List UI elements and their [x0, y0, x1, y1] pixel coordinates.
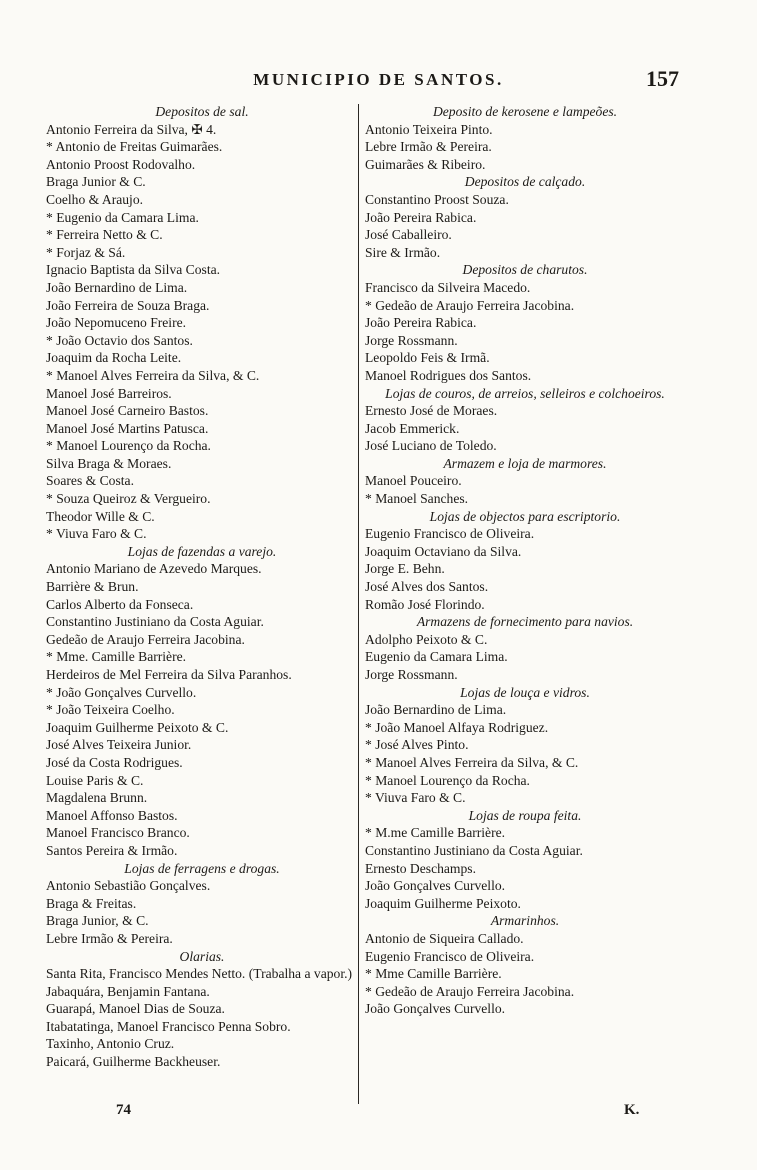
directory-entry: Manoel Francisco Branco. [46, 825, 190, 841]
column-divider [358, 104, 359, 1104]
directory-entry: Louise Paris & C. [46, 772, 144, 788]
directory-section [365, 173, 685, 261]
directory-entry: Barrière & Brun. [46, 579, 139, 595]
page-header [0, 68, 757, 98]
directory-entry: * Viuva Faro & C. [46, 526, 147, 542]
directory-entry: Manoel Affonso Bastos. [46, 807, 178, 823]
directory-entry: Theodor Wille & C. [46, 508, 155, 524]
directory-entry: Soares & Costa. [46, 473, 134, 489]
directory-entry: Santa Rita, Francisco Mendes Netto. (Trabalha a vapor.) [46, 966, 353, 982]
page-number: 157 [646, 66, 679, 91]
directory-section [365, 684, 685, 807]
directory-section [46, 543, 358, 860]
directory-entry: Antonio Proost Rodovalho. [46, 156, 196, 172]
section-heading: Deposito de kerosene e lampeões. [432, 104, 618, 119]
directory-entry: José Alves Teixeira Junior. [46, 737, 192, 753]
directory-section [46, 948, 358, 1071]
directory-entry: João Bernardino de Lima. [365, 702, 507, 718]
section-heading: Armazens de fornecimento para navios. [416, 614, 634, 630]
left-column [46, 103, 358, 1071]
right-column [365, 103, 685, 1018]
directory-entry: * Manoel Lourenço da Rocha. [365, 772, 530, 788]
directory-entry: Francisco da Silveira Macedo. [365, 279, 531, 295]
directory-entry: Antonio Mariano de Azevedo Marques. [46, 561, 262, 577]
directory-entry: Coelho & Araujo. [46, 191, 144, 207]
directory-entry: Jacob Emmerick. [365, 420, 460, 436]
page-title: MUNICIPIO DE SANTOS. [253, 70, 504, 89]
directory-entry: João Pereira Rabica. [365, 315, 477, 331]
directory-entry: * João Octavio dos Santos. [46, 332, 193, 348]
directory-entry: João Pereira Rabica. [365, 209, 477, 225]
directory-entry: Magdalena Brunn. [46, 790, 148, 806]
directory-entry: * Manoel Sanches. [365, 491, 469, 507]
signature-mark: 74 [116, 1102, 131, 1118]
directory-entry: * Ferreira Netto & C. [46, 227, 163, 243]
directory-entry: Constantino Proost Souza. [365, 191, 509, 207]
directory-entry: * José Alves Pinto. [365, 737, 469, 753]
directory-entry: Gedeão de Araujo Ferreira Jacobina. [46, 631, 245, 647]
directory-entry: Taxinho, Antonio Cruz. [46, 1036, 175, 1052]
directory-entry: * João Manoel Alfaya Rodriguez. [365, 719, 549, 735]
directory-entry: Braga Junior & C. [46, 174, 146, 190]
directory-entry: Adolpho Peixoto & C. [365, 631, 488, 647]
directory-entry: Manoel José Carneiro Bastos. [46, 403, 209, 419]
section-heading: Lojas de louça e vidros. [460, 684, 590, 700]
directory-section [365, 385, 685, 455]
directory-entry: Manoel José Barreiros. [46, 385, 172, 401]
section-heading: Lojas de roupa feita. [468, 807, 582, 823]
directory-entry: * Mme. Camille Barrière. [46, 649, 187, 665]
directory-entry: Leopoldo Feis & Irmã. [365, 350, 490, 366]
directory-section [365, 508, 685, 614]
directory-entry: Itabatatinga, Manoel Francisco Penna Sobro. [46, 1018, 291, 1034]
directory-entry: João Gonçalves Curvello. [365, 878, 506, 894]
directory-entry: * Gedeão de Araujo Ferreira Jacobina. [365, 983, 575, 999]
directory-entry: Guarapá, Manoel Dias de Souza. [46, 1001, 225, 1017]
directory-entry: Herdeiros de Mel Ferreira da Silva Paranhos. [46, 667, 292, 682]
directory-entry: Guimarães & Ribeiro. [365, 156, 486, 172]
directory-entry: Jorge E. Behn. [365, 561, 445, 577]
section-heading: Depositos de calçado. [464, 174, 586, 190]
directory-entry: * Manoel Alves Ferreira da Silva, & C. [46, 367, 260, 383]
directory-entry: Manoel Rodrigues dos Santos. [365, 367, 532, 383]
directory-entry: Eugenio da Camara Lima. [365, 649, 508, 665]
directory-entry: Manoel José Martins Patusca. [46, 420, 209, 436]
directory-entry: * Viuva Faro & C. [365, 790, 466, 806]
directory-entry: * João Teixeira Coelho. [46, 702, 175, 718]
directory-entry: Jorge Rossmann. [365, 332, 458, 348]
directory-entry: Sire & Irmão. [365, 244, 441, 260]
directory-entry: Eugenio Francisco de Oliveira. [365, 948, 535, 964]
directory-entry: Manoel Pouceiro. [365, 473, 462, 489]
directory-entry: Jorge Rossmann. [365, 667, 458, 682]
directory-entry: Romão José Florindo. [365, 596, 485, 612]
directory-entry: * Manoel Lourenço da Rocha. [46, 438, 211, 454]
directory-section [46, 103, 358, 543]
directory-entry: Antonio Ferreira da Silva, ✠ 4. [46, 121, 217, 137]
directory-entry: Braga Junior, & C. [46, 913, 149, 929]
directory-entry: * Eugenio da Camara Lima. [46, 209, 199, 225]
directory-entry: * M.me Camille Barrière. [365, 825, 506, 841]
directory-section [365, 912, 685, 1018]
directory-section [365, 455, 685, 508]
directory-entry: Ignacio Baptista da Silva Costa. [46, 262, 221, 278]
directory-entry: Joaquim Guilherme Peixoto & C. [46, 719, 229, 735]
directory-entry: * Gedeão de Araujo Ferreira Jacobina. [365, 297, 575, 313]
directory-entry: José da Costa Rodrigues. [46, 754, 183, 770]
directory-entry: Eugenio Francisco de Oliveira. [365, 526, 535, 542]
directory-entry: Braga & Freitas. [46, 895, 137, 911]
directory-entry: João Bernardino de Lima. [46, 279, 188, 295]
directory-section [365, 261, 685, 384]
directory-entry: Antonio Teixeira Pinto. [365, 121, 493, 137]
directory-entry: Ernesto José de Moraes. [365, 403, 498, 419]
directory-entry: Antonio de Siqueira Callado. [365, 930, 524, 946]
section-heading: Depositos de sal. [155, 104, 249, 119]
directory-entry: Carlos Alberto da Fonseca. [46, 596, 194, 612]
directory-entry: Joaquim da Rocha Leite. [46, 350, 182, 366]
directory-entry: Lebre Irmão & Pereira. [365, 139, 492, 155]
directory-entry: Antonio Sebastião Gonçalves. [46, 878, 211, 894]
directory-entry: José Alves dos Santos. [365, 579, 489, 595]
directory-entry: Constantino Justiniano da Costa Aguiar. [365, 842, 583, 858]
directory-entry: José Caballeiro. [365, 227, 452, 243]
directory-entry: João Gonçalves Curvello. [365, 1001, 506, 1017]
directory-section [46, 860, 358, 948]
directory-section [365, 807, 685, 913]
directory-entry: Paicará, Guilherme Backheuser. [46, 1054, 221, 1070]
section-heading: Olarias. [179, 948, 225, 964]
directory-section [365, 613, 685, 683]
directory-entry: Lebre Irmão & Pereira. [46, 930, 173, 946]
directory-entry: João Nepomuceno Freire. [46, 315, 187, 331]
gathering-mark: K. [624, 1102, 640, 1118]
directory-entry: José Luciano de Toledo. [365, 438, 497, 454]
directory-entry: * Souza Queiroz & Vergueiro. [46, 491, 211, 507]
directory-entry: Ernesto Deschamps. [365, 860, 476, 876]
section-heading: Armarinhos. [490, 913, 560, 929]
directory-entry: * Forjaz & Sá. [46, 244, 126, 260]
section-heading: Lojas de fazendas a varejo. [127, 543, 277, 559]
section-heading: Lojas de ferragens e drogas. [124, 860, 280, 876]
directory-entry: * João Gonçalves Curvello. [46, 684, 197, 700]
directory-entry: Santos Pereira & Irmão. [46, 842, 178, 858]
directory-entry: Constantino Justiniano da Costa Aguiar. [46, 614, 264, 630]
section-heading: Armazem e loja de marmores. [443, 455, 607, 471]
directory-entry: * Manoel Alves Ferreira da Silva, & C. [365, 754, 579, 770]
section-heading: Lojas de objectos para escriptorio. [429, 508, 621, 524]
directory-entry: * Antonio de Freitas Guimarães. [46, 139, 223, 155]
directory-entry: Jabaquára, Benjamin Fantana. [46, 983, 210, 999]
directory-entry: Silva Braga & Moraes. [46, 455, 172, 471]
section-heading: Depositos de charutos. [462, 262, 588, 278]
section-heading: Lojas de couros, de arreios, selleiros e colchoeiros. [385, 385, 665, 401]
directory-section [365, 103, 685, 173]
directory-entry: Joaquim Octaviano da Silva. [365, 543, 522, 559]
directory-entry: * Mme Camille Barrière. [365, 966, 502, 982]
directory-entry: Joaquim Guilherme Peixoto. [365, 895, 521, 911]
directory-entry: João Ferreira de Souza Braga. [46, 297, 210, 313]
